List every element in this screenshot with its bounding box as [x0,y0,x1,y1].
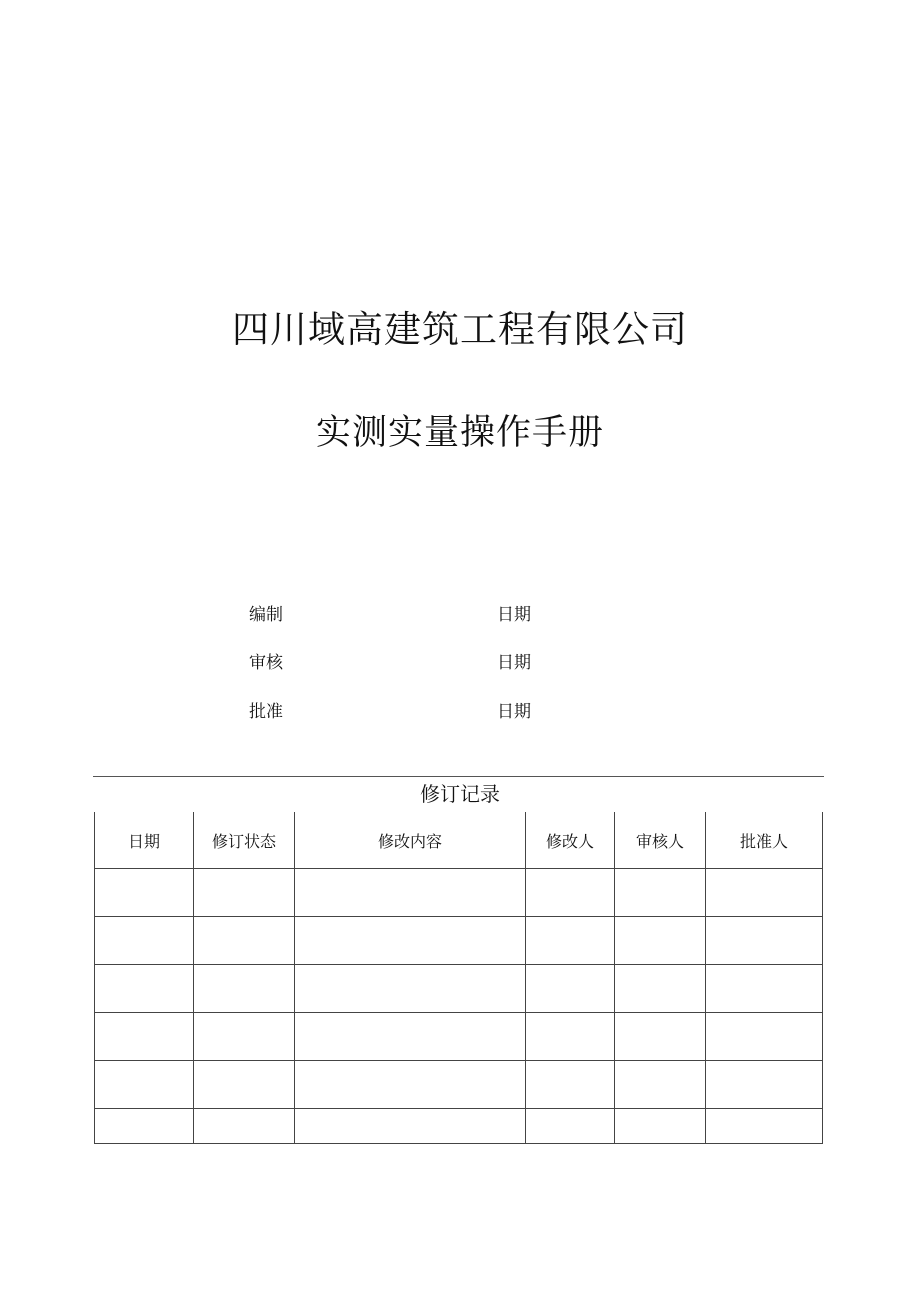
company-title: 四川域高建筑工程有限公司 [232,308,688,351]
table-cell[interactable] [615,1109,706,1144]
revision-record-heading: 修订记录 [420,782,500,806]
table-cell[interactable] [295,1109,526,1144]
table-row [95,1109,823,1144]
column-header-change-content: 修改内容 [295,812,526,869]
table-cell[interactable] [526,1013,615,1061]
table-cell[interactable] [95,965,194,1013]
table-cell[interactable] [194,1013,295,1061]
table-cell[interactable] [295,869,526,917]
table-cell[interactable] [706,869,823,917]
table-cell[interactable] [526,869,615,917]
table-cell[interactable] [615,965,706,1013]
table-row [95,869,823,917]
table-row [95,1013,823,1061]
table-cell[interactable] [95,1109,194,1144]
table-cell[interactable] [194,965,295,1013]
signature-row-review [0,649,920,677]
table-cell[interactable] [194,917,295,965]
table-cell[interactable] [295,1013,526,1061]
table-cell[interactable] [615,869,706,917]
table-cell[interactable] [526,1109,615,1144]
table-row [95,1061,823,1109]
approve-label: 批准 [249,702,283,722]
column-header-date: 日期 [95,812,194,869]
table-cell[interactable] [615,917,706,965]
table-cell[interactable] [295,965,526,1013]
table-cell[interactable] [194,869,295,917]
signature-row-compile [0,601,920,629]
table-cell[interactable] [706,965,823,1013]
table-cell[interactable] [194,1109,295,1144]
review-date-label: 日期 [497,653,531,673]
table-cell[interactable] [706,1013,823,1061]
table-cell[interactable] [295,917,526,965]
signature-row-approve [0,698,920,726]
compile-label: 编制 [249,605,283,625]
table-cell[interactable] [615,1061,706,1109]
table-cell[interactable] [295,1061,526,1109]
compile-date-label: 日期 [497,605,531,625]
table-cell[interactable] [95,869,194,917]
manual-title: 实测实量操作手册 [315,413,604,453]
table-cell[interactable] [95,917,194,965]
section-divider [93,776,824,777]
table-cell[interactable] [526,965,615,1013]
column-header-reviewer: 审核人 [615,812,706,869]
table-cell[interactable] [706,917,823,965]
revision-record-table [94,812,823,1144]
table-cell[interactable] [706,1109,823,1144]
table-row [95,917,823,965]
approve-date-label: 日期 [497,702,531,722]
table-cell[interactable] [706,1061,823,1109]
column-header-approver: 批准人 [706,812,823,869]
table-cell[interactable] [526,1061,615,1109]
column-header-revision-status: 修订状态 [194,812,295,869]
column-header-modifier: 修改人 [526,812,615,869]
table-cell[interactable] [95,1013,194,1061]
table-cell[interactable] [615,1013,706,1061]
review-label: 审核 [249,653,283,673]
table-cell[interactable] [526,917,615,965]
table-row [95,965,823,1013]
table-header-row [95,812,823,869]
table-cell[interactable] [95,1061,194,1109]
table-cell[interactable] [194,1061,295,1109]
